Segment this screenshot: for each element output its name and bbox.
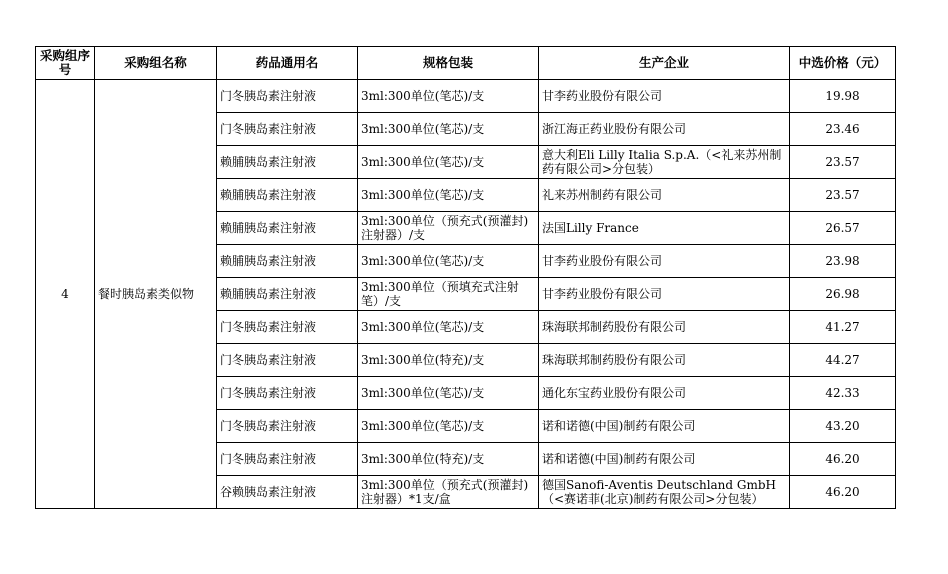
- price-cell: 19.98: [790, 80, 896, 113]
- manufacturer-cell: 诺和诺德(中国)制药有限公司: [539, 443, 790, 476]
- manufacturer-cell: 甘李药业股份有限公司: [539, 245, 790, 278]
- manufacturer-cell: 甘李药业股份有限公司: [539, 278, 790, 311]
- group-name-cell: 餐时胰岛素类似物: [95, 80, 217, 509]
- drug-name-cell: 赖脯胰岛素注射液: [217, 245, 358, 278]
- manufacturer-cell: 法国Lilly France: [539, 212, 790, 245]
- drug-name-cell: 赖脯胰岛素注射液: [217, 278, 358, 311]
- drug-name-cell: 门冬胰岛素注射液: [217, 410, 358, 443]
- manufacturer-cell: 浙江海正药业股份有限公司: [539, 113, 790, 146]
- spec-cell: 3ml:300单位(特充)/支: [358, 344, 539, 377]
- manufacturer-cell: 珠海联邦制药股份有限公司: [539, 344, 790, 377]
- spec-cell: 3ml:300单位(笔芯)/支: [358, 113, 539, 146]
- price-cell: 26.57: [790, 212, 896, 245]
- spec-cell: 3ml:300单位（预填充式注射笔）/支: [358, 278, 539, 311]
- manufacturer-cell: 礼来苏州制药有限公司: [539, 179, 790, 212]
- drug-name-cell: 赖脯胰岛素注射液: [217, 212, 358, 245]
- spec-cell: 3ml:300单位(笔芯)/支: [358, 80, 539, 113]
- price-cell: 23.98: [790, 245, 896, 278]
- drug-name-cell: 门冬胰岛素注射液: [217, 344, 358, 377]
- price-cell: 23.57: [790, 179, 896, 212]
- spec-cell: 3ml:300单位(笔芯)/支: [358, 245, 539, 278]
- spec-cell: 3ml:300单位（预充式(预灌封)注射器）*1支/盒: [358, 476, 539, 509]
- header-price: 中选价格（元）: [790, 47, 896, 80]
- procurement-price-table: [35, 46, 896, 509]
- manufacturer-cell: 珠海联邦制药股份有限公司: [539, 311, 790, 344]
- drug-name-cell: 门冬胰岛素注射液: [217, 377, 358, 410]
- price-cell: 46.20: [790, 443, 896, 476]
- manufacturer-cell: 德国Sanofi-Aventis Deutschland GmbH（<赛诺菲(北京)制药有限公司>分包装）: [539, 476, 790, 509]
- drug-name-cell: 门冬胰岛素注射液: [217, 113, 358, 146]
- drug-name-cell: 门冬胰岛素注射液: [217, 443, 358, 476]
- price-cell: 41.27: [790, 311, 896, 344]
- price-cell: 26.98: [790, 278, 896, 311]
- spec-cell: 3ml:300单位(笔芯)/支: [358, 410, 539, 443]
- price-cell: 44.27: [790, 344, 896, 377]
- table-header-row: [36, 47, 896, 80]
- price-cell: 42.33: [790, 377, 896, 410]
- manufacturer-cell: 甘李药业股份有限公司: [539, 80, 790, 113]
- spec-cell: 3ml:300单位(笔芯)/支: [358, 146, 539, 179]
- drug-name-cell: 赖脯胰岛素注射液: [217, 179, 358, 212]
- drug-name-cell: 门冬胰岛素注射液: [217, 80, 358, 113]
- spec-cell: 3ml:300单位(笔芯)/支: [358, 311, 539, 344]
- header-drug-name: 药品通用名: [217, 47, 358, 80]
- header-spec: 规格包装: [358, 47, 539, 80]
- price-cell: 23.46: [790, 113, 896, 146]
- spec-cell: 3ml:300单位(特充)/支: [358, 443, 539, 476]
- manufacturer-cell: 意大利Eli Lilly Italia S.p.A.（<礼来苏州制药有限公司>分包装）: [539, 146, 790, 179]
- header-group-name: 采购组名称: [95, 47, 217, 80]
- price-cell: 43.20: [790, 410, 896, 443]
- header-group-no: 采购组序号: [36, 47, 95, 80]
- manufacturer-cell: 通化东宝药业股份有限公司: [539, 377, 790, 410]
- drug-name-cell: 赖脯胰岛素注射液: [217, 146, 358, 179]
- manufacturer-cell: 诺和诺德(中国)制药有限公司: [539, 410, 790, 443]
- price-cell: 46.20: [790, 476, 896, 509]
- group-number-cell: 4: [36, 80, 95, 509]
- price-cell: 23.57: [790, 146, 896, 179]
- spec-cell: 3ml:300单位(笔芯)/支: [358, 179, 539, 212]
- drug-name-cell: 门冬胰岛素注射液: [217, 311, 358, 344]
- header-manufacturer: 生产企业: [539, 47, 790, 80]
- drug-name-cell: 谷赖胰岛素注射液: [217, 476, 358, 509]
- table-row: [36, 80, 896, 113]
- spec-cell: 3ml:300单位(笔芯)/支: [358, 377, 539, 410]
- spec-cell: 3ml:300单位（预充式(预灌封)注射器）/支: [358, 212, 539, 245]
